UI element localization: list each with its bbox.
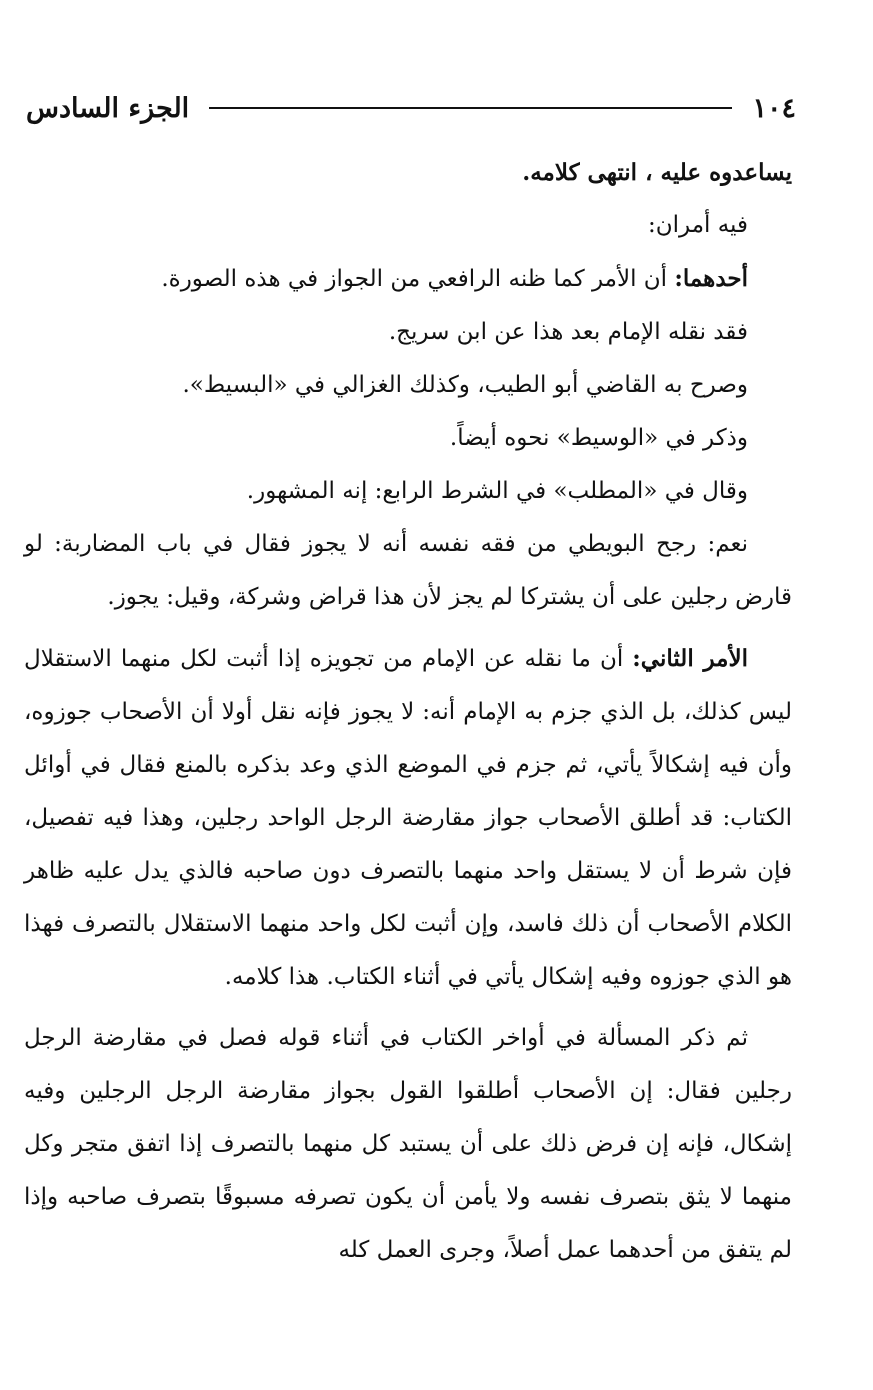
paragraph bbox=[24, 199, 792, 252]
page-header bbox=[26, 84, 796, 132]
paragraph-text: يساعدوه عليه ، انتهى كلامه. bbox=[522, 159, 792, 186]
paragraph bbox=[24, 518, 792, 624]
paragraph-text: وذكر في «الوسيط» نحوه أيضاً. bbox=[449, 425, 748, 451]
paragraph-text: فقد نقله الإمام بعد هذا عن ابن سريج. bbox=[388, 319, 748, 345]
paragraph bbox=[24, 632, 792, 1004]
paragraph bbox=[24, 1012, 792, 1277]
paragraph bbox=[24, 146, 792, 199]
paragraph bbox=[24, 412, 792, 465]
page-body bbox=[24, 146, 792, 1277]
paragraph-text: وصرح به القاضي أبو الطيب، وكذلك الغزالي في «البسيط». bbox=[182, 372, 748, 398]
running-title: الجزء السادس bbox=[26, 92, 190, 124]
paragraph-text: نعم: رجح البويطي من فقه نفسه أنه لا يجوز فقال في باب المضاربة: لو قارض رجلين على أن يشتركا لم يجز لأن هذا قراض وشركة، وقيل: يجوز. bbox=[24, 531, 792, 610]
paragraph-lead: أحدهما: bbox=[674, 265, 748, 292]
page-number: ١٠٤ bbox=[752, 92, 796, 124]
paragraph bbox=[24, 306, 792, 359]
paragraph bbox=[24, 359, 792, 412]
paragraph bbox=[24, 252, 792, 306]
paragraph-text: أن ما نقله عن الإمام من تجويزه إذا أثبت لكل منهما الاستقلال ليس كذلك، بل الذي جزم به الإمام أنه: لا يجوز فإنه نقل أولا أن الأصحاب جوزوه، وأن فيه إشكالاً يأتي، ثم جزم في الموضع الذي وعد بذكره بالمنع فقال في أوائل الكتاب: قد أطلق الأصحاب جواز مقارضة الرجل الواحد رجلين، وهذا فيه تفصيل، فإن شرط أن لا يستقل واحد منهما بالتصرف دون صاحبه فالذي يدل عليه ظاهر الكلام الأصحاب أن ذلك فاسد، وإن أثبت لكل واحد منهما الاستقلال بالتصرف فهذا هو الذي جوزوه وفيه إشكال يأتي في أثناء الكتاب. هذا كلامه. bbox=[24, 646, 792, 990]
paragraph bbox=[24, 465, 792, 518]
header-rule bbox=[209, 107, 732, 109]
paragraph-text: وقال في «المطلب» في الشرط الرابع: إنه المشهور. bbox=[246, 478, 748, 504]
paragraph-text: أن الأمر كما ظنه الرافعي من الجواز في هذه الصورة. bbox=[161, 266, 675, 292]
paragraph-text: فيه أمران: bbox=[647, 212, 748, 238]
paragraph-lead: الأمر الثاني: bbox=[632, 645, 748, 672]
paragraph-text: ثم ذكر المسألة في أواخر الكتاب في أثناء قوله فصل في مقارضة الرجل رجلين فقال: إن الأصحاب أطلقوا القول بجواز مقارضة الرجل الرجلين وفيه إشكال، فإنه إن فرض ذلك على أن يستبد كل منهما بالتصرف إذا اتفق متجر وكل منهما لا يثق بتصرف نفسه ولا يأمن أن يكون تصرفه مسبوقًا بتصرف صاحبه وإذا لم يتفق من أحدهما عمل أصلاً، وجرى العمل كله bbox=[24, 1025, 792, 1263]
